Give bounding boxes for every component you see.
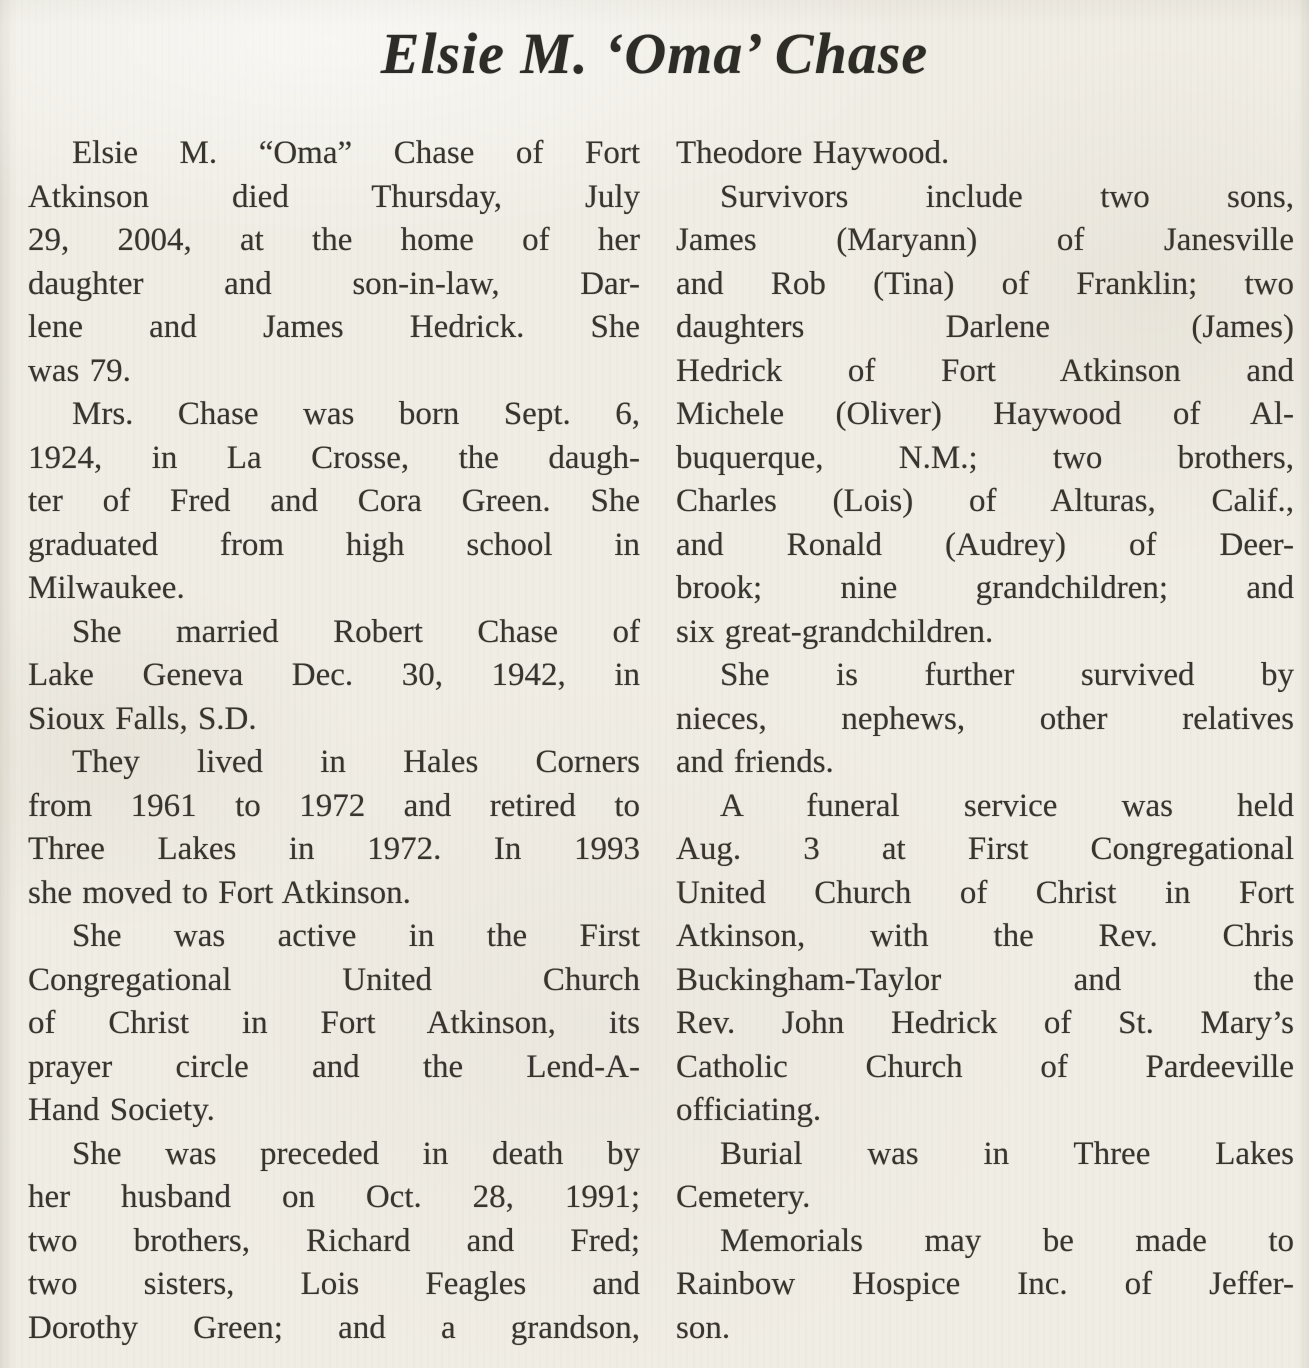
text-line: James (Maryann) of Janesville xyxy=(676,222,1294,258)
text-line: Atkinson died Thursday, July xyxy=(28,178,640,215)
paragraph xyxy=(676,176,1294,655)
text-line: Charles (Lois) of Alturas, Calif., xyxy=(676,483,1294,519)
text-line: and Rob (Tina) of Franklin; two xyxy=(676,265,1294,302)
text-line: A funeral service was held xyxy=(720,787,1294,824)
text-line: Sioux Falls, S.D. xyxy=(28,700,257,737)
paragraph xyxy=(28,1133,640,1351)
text-line: 29, 2004, at the home of her xyxy=(28,222,640,258)
text-line: 1924, in La Crosse, the daugh- xyxy=(28,439,640,476)
text-line: Buckingham-Taylor and the xyxy=(676,961,1294,998)
text-line: Lake Geneva Dec. 30, 1942, in xyxy=(28,657,640,693)
text-line: Burial was in Three Lakes xyxy=(720,1135,1294,1172)
text-line: Congregational United Church xyxy=(28,961,640,998)
text-line: Hedrick of Fort Atkinson and xyxy=(676,352,1294,389)
text-line: Cemetery. xyxy=(676,1179,811,1215)
text-line: and friends. xyxy=(676,744,834,780)
text-line: Rainbow Hospice Inc. of Jeffer- xyxy=(676,1266,1294,1302)
text-line: She was preceded in death by xyxy=(72,1135,640,1172)
text-line: Atkinson, with the Rev. Chris xyxy=(676,918,1294,954)
paragraph xyxy=(676,132,1294,176)
text-line: She is further survived by xyxy=(720,657,1294,693)
text-line: nieces, nephews, other relatives xyxy=(676,700,1294,737)
text-line: Michele (Oliver) Haywood of Al- xyxy=(676,396,1294,432)
text-line: Memorials may be made to xyxy=(720,1222,1294,1259)
text-line: lene and James Hedrick. She xyxy=(28,309,640,345)
text-line: Hand Society. xyxy=(28,1092,215,1128)
obituary-title: Elsie M. ‘Oma’ Chase xyxy=(380,21,929,86)
text-line: Aug. 3 at First Congregational xyxy=(676,831,1294,867)
paragraph xyxy=(28,611,640,742)
text-line: Elsie M. “Oma” Chase of Fort xyxy=(72,135,640,171)
text-line: her husband on Oct. 28, 1991; xyxy=(28,1179,640,1215)
text-line: Rev. John Hedrick of St. Mary’s xyxy=(676,1005,1294,1041)
text-line: brook; nine grandchildren; and xyxy=(676,570,1294,606)
text-line: buquerque, N.M.; two brothers, xyxy=(676,439,1294,476)
column-left xyxy=(28,132,640,1350)
text-line: Survivors include two sons, xyxy=(720,178,1294,215)
text-line: Catholic Church of Pardeeville xyxy=(676,1048,1294,1085)
text-line: United Church of Christ in Fort xyxy=(676,874,1294,911)
paragraph xyxy=(676,654,1294,785)
text-line: daughter and son-in-law, Dar- xyxy=(28,265,640,302)
text-line: son. xyxy=(676,1309,731,1346)
text-line: Theodore Haywood. xyxy=(676,135,950,171)
text-line: and Ronald (Audrey) of Deer- xyxy=(676,526,1294,563)
text-line: She was active in the First xyxy=(72,918,640,954)
text-line: graduated from high school in xyxy=(28,526,640,563)
paragraph xyxy=(676,1133,1294,1220)
column-right xyxy=(676,132,1294,1350)
paragraph xyxy=(28,132,640,393)
text-line: Mrs. Chase was born Sept. 6, xyxy=(72,396,640,432)
text-line: of Christ in Fort Atkinson, its xyxy=(28,1005,640,1041)
text-line: Three Lakes in 1972. In 1993 xyxy=(28,831,640,867)
text-line: six great-grandchildren. xyxy=(676,613,994,650)
text-line: daughters Darlene (James) xyxy=(676,309,1294,345)
text-line: She married Robert Chase of xyxy=(72,613,640,650)
text-line: prayer circle and the Lend-A- xyxy=(28,1048,640,1085)
paragraph xyxy=(28,915,640,1133)
paragraph xyxy=(28,741,640,915)
text-line: two sisters, Lois Feagles and xyxy=(28,1266,640,1302)
text-line: Dorothy Green; and a grandson, xyxy=(28,1309,640,1346)
paragraph xyxy=(28,393,640,611)
text-line: she moved to Fort Atkinson. xyxy=(28,874,411,911)
text-line: officiating. xyxy=(676,1092,822,1128)
text-line: two brothers, Richard and Fred; xyxy=(28,1222,640,1259)
text-line: was 79. xyxy=(28,352,131,389)
article-body xyxy=(28,132,1294,1350)
text-line: They lived in Hales Corners xyxy=(72,744,640,780)
paragraph xyxy=(676,785,1294,1133)
text-line: from 1961 to 1972 and retired to xyxy=(28,787,640,824)
text-line: Milwaukee. xyxy=(28,570,185,606)
paragraph xyxy=(676,1220,1294,1351)
text-line: ter of Fred and Cora Green. She xyxy=(28,483,640,519)
